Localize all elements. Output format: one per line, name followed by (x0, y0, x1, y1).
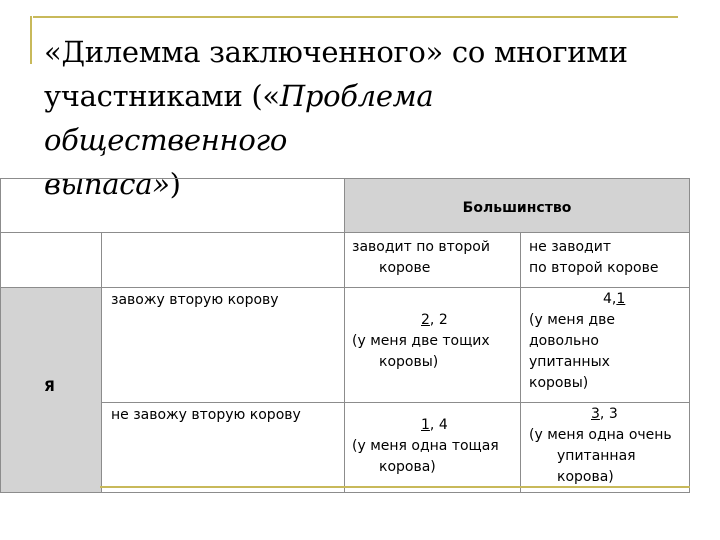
col-header-buys: заводит по второй корове (344, 232, 521, 288)
majority-header: Большинство (344, 178, 690, 233)
row-group-me: Я (0, 287, 102, 493)
payoff-cell-r2c2: 3, 3 (у меня одна очень упитанная корова) (520, 402, 690, 493)
payoff-values: 1, 4 (421, 417, 448, 433)
payoff-values: 2, 2 (421, 312, 448, 328)
payoff-values: 4,1 (603, 291, 626, 307)
payoff-table (0, 178, 690, 493)
payoff-cell-r1c2: 4,1 (у меня две довольно упитанных коровы) (520, 287, 690, 403)
row-label-not-buy: не завожу вторую корову (101, 402, 345, 493)
payoff-cell-r2c1: 1, 4 (у меня одна тощая корова) (344, 402, 521, 493)
title-line-3: выпаса») (44, 167, 181, 201)
payoff-cell-r1c1: 2, 2 (у меня две тощих коровы) (344, 287, 521, 403)
title-line-2: участниками («Проблема общественного (44, 79, 434, 157)
table-corner-right (101, 232, 345, 288)
decorative-top-line (33, 16, 678, 18)
decorative-bottom-line (100, 486, 690, 488)
payoff-values: 3, 3 (591, 406, 618, 422)
title-line-1: «Дилемма заключенного» со многими (44, 35, 628, 69)
table-corner-cell (0, 178, 345, 233)
row-label-buy: завожу вторую корову (101, 287, 345, 403)
col-header-not-buys: не заводит по второй корове (520, 232, 690, 288)
decorative-left-line (30, 16, 32, 64)
table-corner-left (0, 232, 102, 288)
